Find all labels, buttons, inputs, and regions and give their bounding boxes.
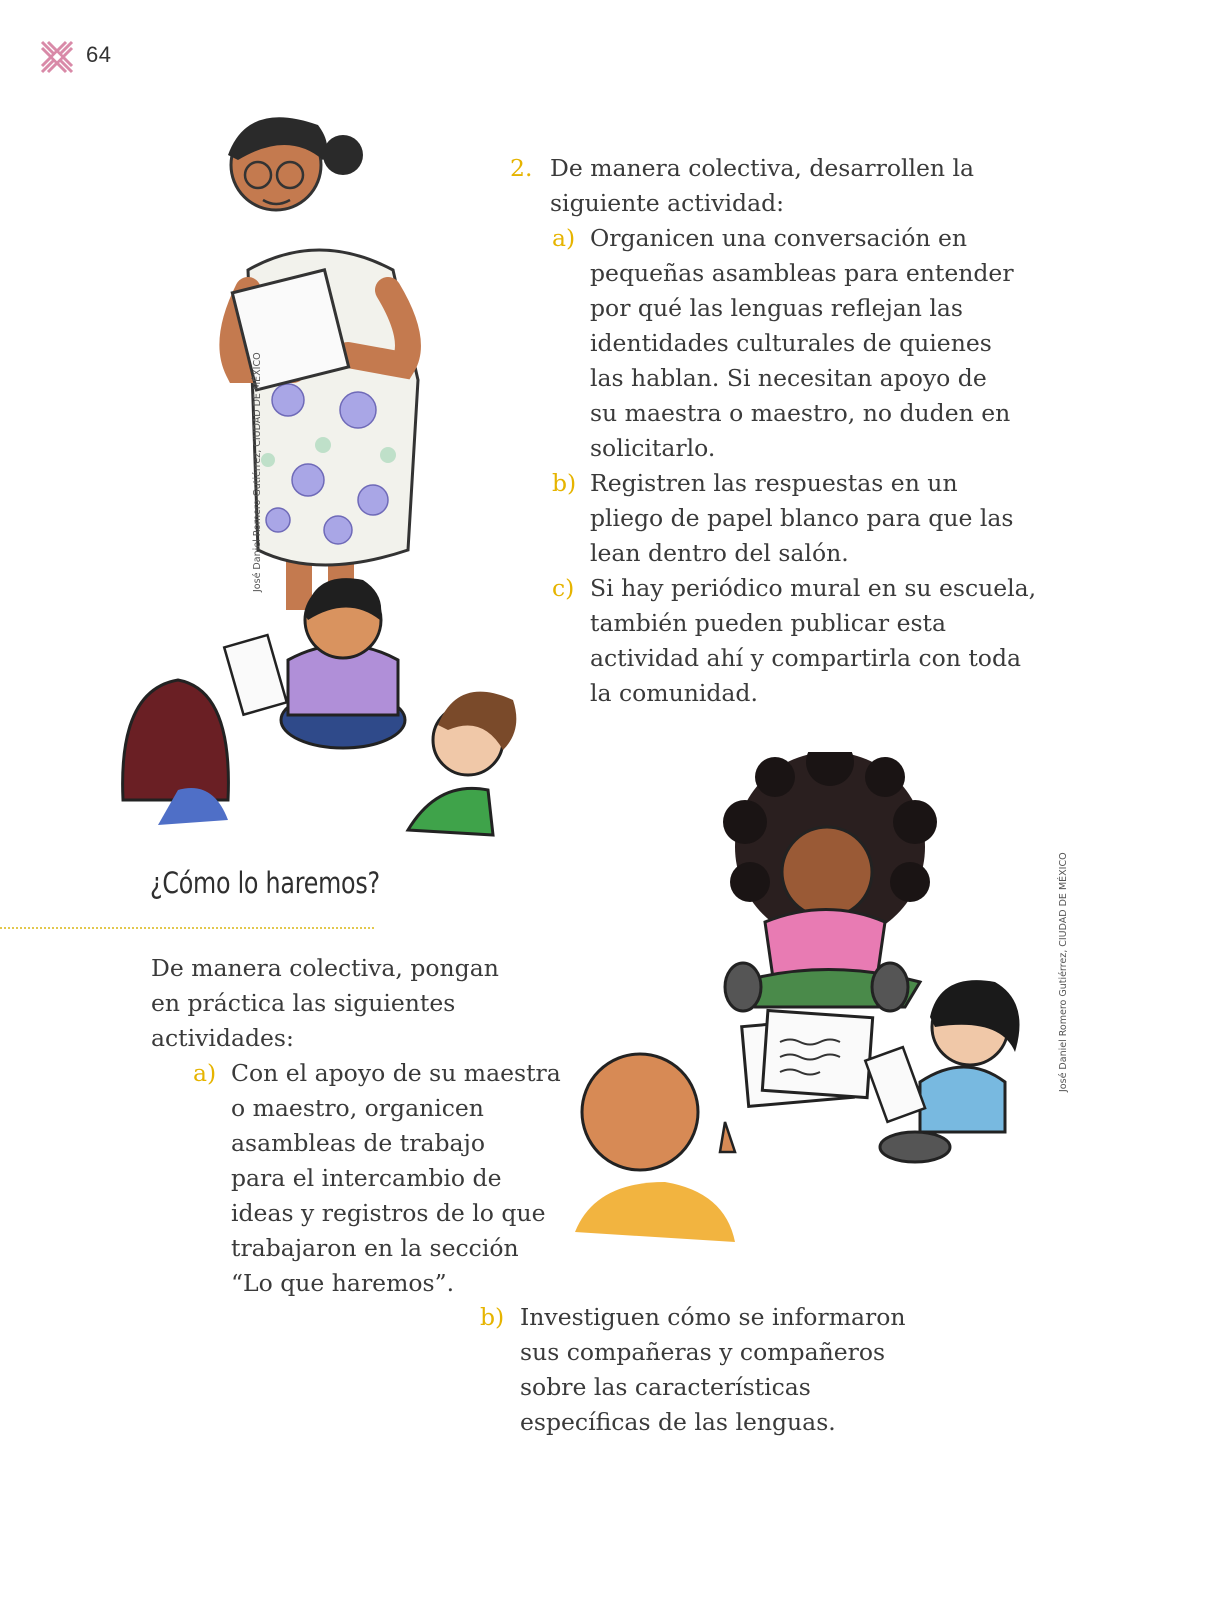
item-a-line: identidades culturales de quienes bbox=[590, 329, 992, 357]
intro-line: actividades: bbox=[151, 1024, 294, 1052]
item-a-line: su maestra o maestro, no duden en bbox=[590, 399, 1011, 427]
activity-a bbox=[151, 1056, 581, 1301]
item-a-line: solicitarlo. bbox=[590, 434, 716, 462]
activity-a-marker: a) bbox=[193, 1059, 217, 1087]
item-b-marker: b) bbox=[552, 469, 577, 497]
activity-a-line: “Lo que haremos”. bbox=[231, 1269, 455, 1297]
item-a-line: por qué las lenguas reflejan las bbox=[590, 294, 963, 322]
activity-b-line: Investiguen cómo se informaron bbox=[520, 1303, 906, 1331]
activity-a-line: trabajaron en la sección bbox=[231, 1234, 519, 1262]
activity-2-line: De manera colectiva, desarrollen la bbox=[550, 154, 975, 182]
intro-block bbox=[151, 951, 581, 1301]
intro-line: De manera colectiva, pongan bbox=[151, 954, 499, 982]
activity-2-marker: 2. bbox=[510, 154, 533, 182]
page-logo-icon bbox=[38, 38, 76, 76]
activity-b-line: sobre las características bbox=[520, 1373, 811, 1401]
activity-a-line: Con el apoyo de su maestra bbox=[231, 1059, 561, 1087]
activity-b bbox=[480, 1300, 960, 1440]
illustration-credit-top: José Daniel Romero Gutiérrez, CIUDAD DE MÉXICO bbox=[252, 352, 263, 592]
activity-2-line: siguiente actividad: bbox=[550, 189, 785, 217]
activity-2-heading bbox=[510, 151, 1070, 221]
illustration-credit-bottom: José Daniel Romero Gutiérrez, CIUDAD DE MÉXICO bbox=[1058, 852, 1069, 1092]
item-c-line: actividad ahí y compartirla con toda bbox=[590, 644, 1021, 672]
activity-a-line: asambleas de trabajo bbox=[231, 1129, 485, 1157]
item-c-line: la comunidad. bbox=[590, 679, 758, 707]
activity-2-item-a bbox=[510, 221, 1070, 466]
section-divider bbox=[0, 927, 374, 929]
item-a-marker: a) bbox=[552, 224, 576, 252]
item-c-marker: c) bbox=[552, 574, 575, 602]
activity-a-line: o maestro, organicen bbox=[231, 1094, 484, 1122]
intro-line: en práctica las siguientes bbox=[151, 989, 456, 1017]
activity-2-item-b bbox=[510, 466, 1070, 571]
activity-b-line: sus compañeras y compañeros bbox=[520, 1338, 886, 1366]
item-b-line: lean dentro del salón. bbox=[590, 539, 849, 567]
item-c-line: Si hay periódico mural en su escuela, bbox=[590, 574, 1037, 602]
item-a-line: Organicen una conversación en bbox=[590, 224, 968, 252]
item-a-line: las hablan. Si necesitan apoyo de bbox=[590, 364, 987, 392]
item-c-line: también pueden publicar esta bbox=[590, 609, 946, 637]
activity-a-line: ideas y registros de lo que bbox=[231, 1199, 546, 1227]
page-number: 64 bbox=[86, 42, 112, 67]
children-working-illustration bbox=[575, 752, 1055, 1252]
teacher-children-illustration bbox=[118, 100, 528, 840]
activity-b-line: específicas de las lenguas. bbox=[520, 1408, 836, 1436]
activity-b-item bbox=[480, 1300, 960, 1440]
item-b-line: pliego de papel blanco para que las bbox=[590, 504, 1014, 532]
activity-2 bbox=[510, 151, 1070, 711]
activity-a-line: para el intercambio de bbox=[231, 1164, 502, 1192]
activity-b-marker: b) bbox=[480, 1303, 505, 1331]
activity-2-item-c bbox=[510, 571, 1070, 711]
item-a-line: pequeñas asambleas para entender bbox=[590, 259, 1014, 287]
section-title: ¿Cómo lo haremos? bbox=[150, 866, 380, 900]
item-b-line: Registren las respuestas en un bbox=[590, 469, 958, 497]
